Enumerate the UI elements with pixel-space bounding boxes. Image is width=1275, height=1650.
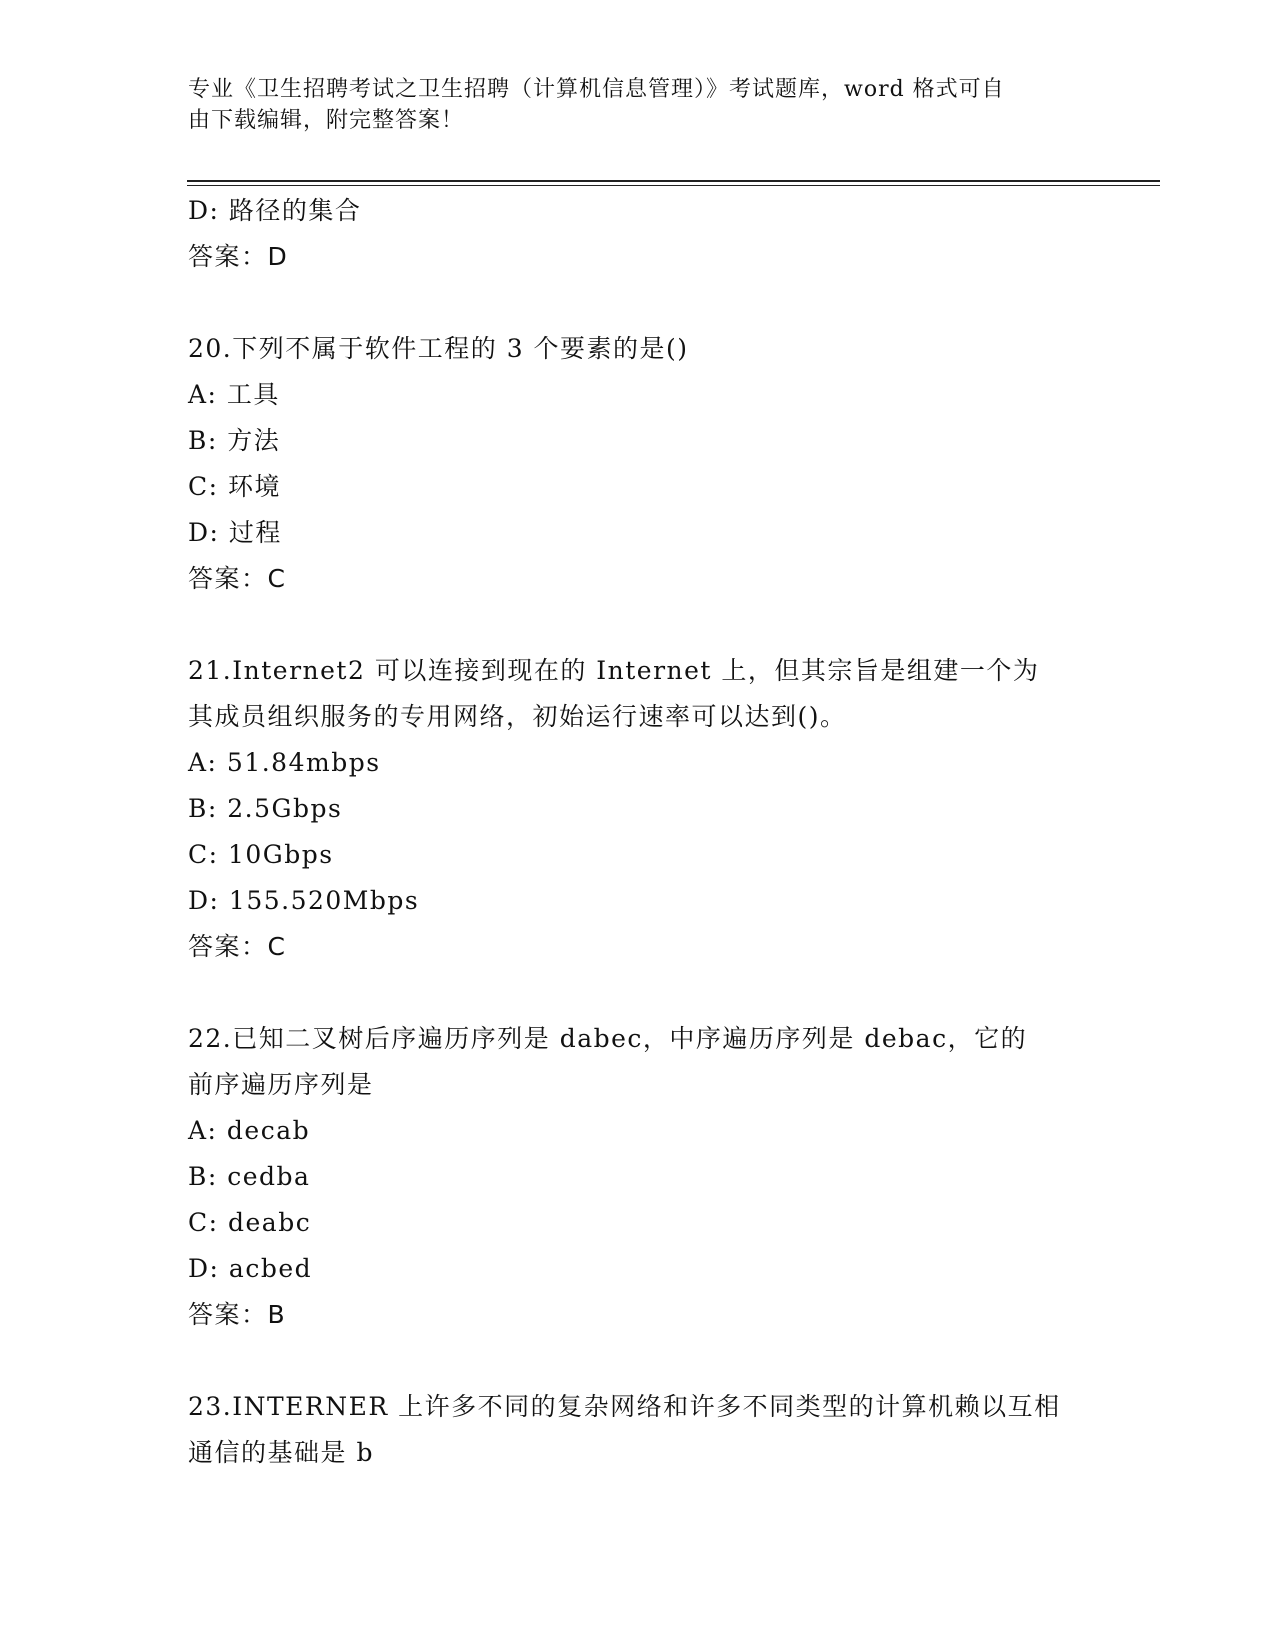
- question-text-line-2: 其成员组织服务的专用网络，初始运行速率可以达到()。: [188, 702, 847, 731]
- question-text-line-2: 通信的基础是 b: [188, 1438, 374, 1467]
- header-line-1: 专业《卫生招聘考试之卫生招聘（计算机信息管理）》考试题库，word 格式可自: [188, 77, 1005, 102]
- question-23: [188, 1384, 1088, 1476]
- question-text-line-1: 23.INTERNER 上许多不同的复杂网络和许多不同类型的计算机赖以互相: [188, 1392, 1061, 1421]
- option-d: D: 路径的集合: [188, 196, 362, 225]
- spacer: [188, 602, 1088, 648]
- document-header: [188, 74, 1088, 136]
- prev-question-block: [188, 188, 1088, 280]
- answer-line: 答案：C: [188, 564, 287, 593]
- option-a: A: decab: [188, 1116, 311, 1145]
- question-list: [188, 188, 1088, 1476]
- question-21: [188, 648, 1088, 970]
- header-line-2: 由下载编辑，附完整答案！: [188, 108, 465, 133]
- option-d: D: acbed: [188, 1254, 313, 1283]
- option-c: C: deabc: [188, 1208, 312, 1237]
- option-b: B: 方法: [188, 426, 281, 455]
- header-divider-thin: [187, 185, 1160, 186]
- question-text: 20.下列不属于软件工程的 3 个要素的是(): [188, 334, 689, 363]
- answer-line: 答案：D: [188, 242, 289, 271]
- question-text-line-2: 前序遍历序列是: [188, 1070, 374, 1099]
- header-divider-thick: [187, 180, 1160, 182]
- question-22: [188, 1016, 1088, 1338]
- option-b: B: cedba: [188, 1162, 311, 1191]
- question-20: [188, 326, 1088, 602]
- answer-line: 答案：C: [188, 932, 287, 961]
- option-b: B: 2.5Gbps: [188, 794, 343, 823]
- option-d: D: 155.520Mbps: [188, 886, 420, 915]
- spacer: [188, 1338, 1088, 1384]
- option-a: A: 工具: [188, 380, 280, 409]
- answer-line: 答案：B: [188, 1300, 287, 1329]
- option-a: A: 51.84mbps: [188, 748, 381, 777]
- option-c: C: 10Gbps: [188, 840, 334, 869]
- question-text-line-1: 22.已知二叉树后序遍历序列是 dabec，中序遍历序列是 debac，它的: [188, 1024, 1028, 1053]
- option-c: C: 环境: [188, 472, 281, 501]
- spacer: [188, 970, 1088, 1016]
- spacer: [188, 280, 1088, 326]
- option-d: D: 过程: [188, 518, 282, 547]
- question-text-line-1: 21.Internet2 可以连接到现在的 Internet 上，但其宗旨是组建一个为: [188, 656, 1040, 685]
